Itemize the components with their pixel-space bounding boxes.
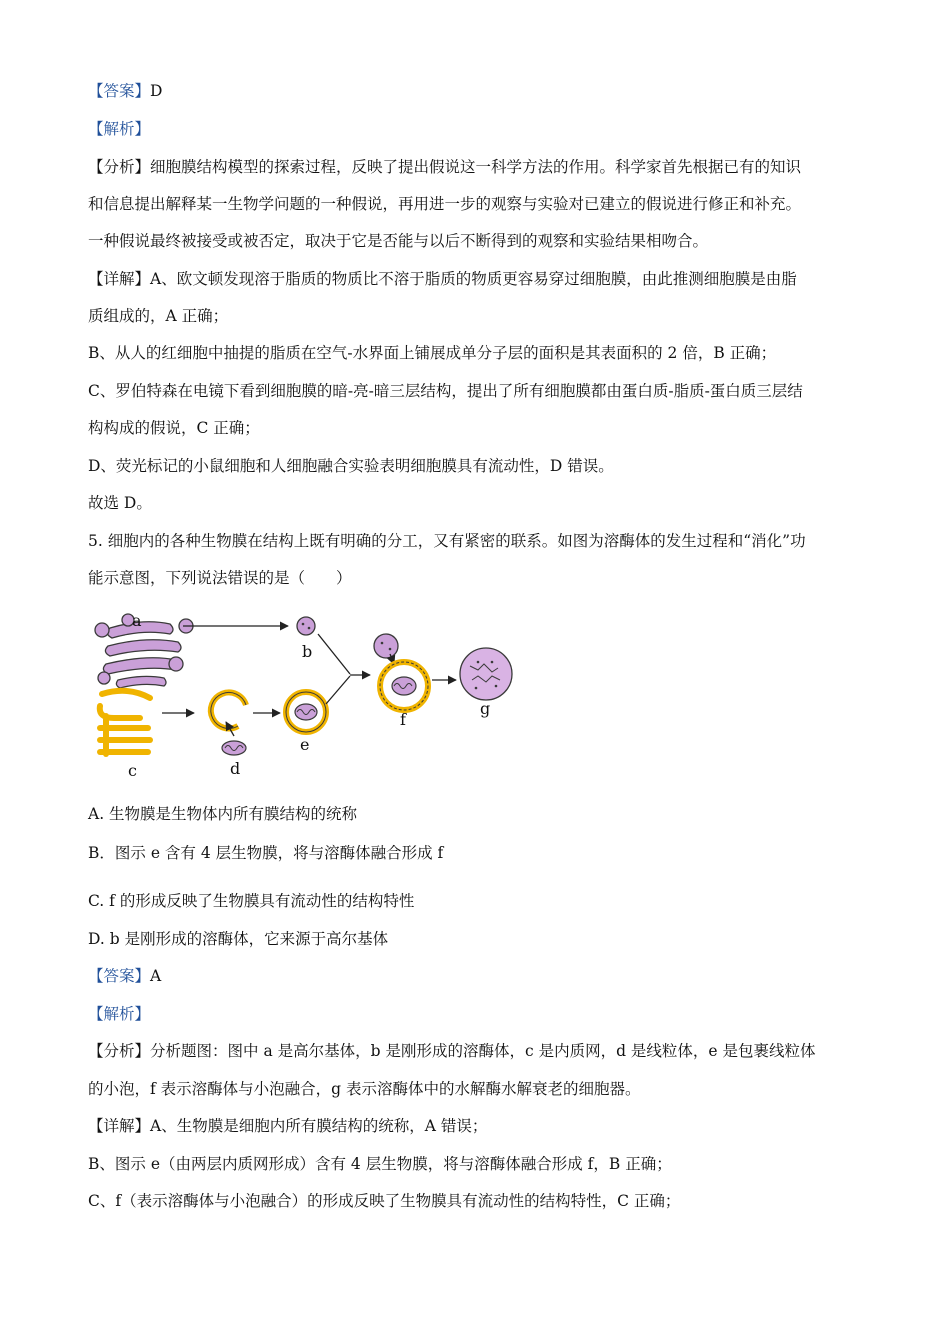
q5-option-b: B．图示 e 含有 4 层生物膜，将与溶酶体融合形成 f bbox=[88, 844, 444, 862]
answer-tag: 【答案】 bbox=[88, 82, 151, 100]
q4-detail-line-2: 质组成的，A 正确； bbox=[88, 307, 229, 325]
label-c: c bbox=[128, 761, 137, 780]
label-f: f bbox=[400, 710, 406, 729]
q5-option-d: D. b 是刚形成的溶酶体，它来源于高尔基体 bbox=[88, 930, 389, 948]
mitochondrion-d bbox=[211, 692, 246, 755]
fused-vesicle-f bbox=[374, 634, 428, 710]
q5-detail-line-3: C、f（表示溶酶体与小泡融合）的形成反映了生物膜具有流动性的结构特性，C 正确； bbox=[88, 1192, 681, 1210]
label-g: g bbox=[480, 699, 491, 718]
q4-detail-line-3: B、从人的红细胞中抽提的脂质在空气-水界面上铺展成单分子层的面积是其表面积的 2 倍，B 正确； bbox=[88, 344, 777, 362]
lysosome-diagram bbox=[88, 600, 528, 785]
label-d: d bbox=[230, 759, 241, 778]
lysosome-b bbox=[297, 617, 315, 635]
q5-option-a: A. 生物膜是生物体内所有膜结构的统称 bbox=[88, 805, 358, 823]
q4-answer-line bbox=[88, 80, 162, 102]
q5-option-c: C. f 的形成反映了生物膜具有流动性的结构特性 bbox=[88, 892, 415, 910]
q4-fenxi-line-2: 和信息提出解释某一生物学问题的一种假说，再用进一步的观察与实验对已建立的假说进行修正和补充。 bbox=[88, 195, 802, 213]
q4-fenxi-line-1: 【分析】细胞膜结构模型的探索过程，反映了提出假说这一科学方法的作用。科学家首先根据已有的知识 bbox=[88, 158, 802, 176]
q4-detail-line-6: D、荧光标记的小鼠细胞和人细胞融合实验表明细胞膜具有流动性，D 错误。 bbox=[88, 457, 614, 475]
endoplasmic-reticulum-c bbox=[100, 691, 150, 754]
q4-detail-line-4: C、罗伯特森在电镜下看到细胞膜的暗-亮-暗三层结构，提出了所有细胞膜都由蛋白质-脂质-蛋白质三层结 bbox=[88, 382, 803, 400]
q5-stem-line-1: 5. 细胞内的各种生物膜在结构上既有明确的分工，又有紧密的联系。如图为溶酶体的发生过程和“消化”功 bbox=[88, 532, 806, 550]
vesicle-e bbox=[286, 692, 326, 732]
golgi-apparatus-a bbox=[95, 614, 193, 688]
q5-detail-line-2: B、图示 e（由两层内质网形成）含有 4 层生物膜，将与溶酶体融合形成 f，B 正确； bbox=[88, 1155, 672, 1173]
q4-detail-line-1: 【详解】A、欧文顿发现溶于脂质的物质比不溶于脂质的物质更容易穿过细胞膜，由此推测细胞膜是由脂 bbox=[88, 270, 797, 288]
q5-stem-line-2: 能示意图，下列说法错误的是（ ） bbox=[88, 569, 352, 587]
q4-answer: D bbox=[150, 82, 163, 100]
q5-detail-line-1: 【详解】A、生物膜是细胞内所有膜结构的统称，A 错误； bbox=[88, 1117, 488, 1135]
label-e: e bbox=[300, 735, 310, 754]
q5-answer-line: 【答案】A bbox=[88, 967, 162, 985]
label-a: a bbox=[132, 611, 142, 630]
q5-fenxi-line-2: 的小泡，f 表示溶酶体与小泡融合，g 表示溶酶体中的水解酶水解衰老的细胞器。 bbox=[88, 1080, 641, 1098]
q4-fenxi-line-3: 一种假说最终被接受或被否定，取决于它是否能与以后不断得到的观察和实验结果相吻合。 bbox=[88, 232, 709, 250]
q4-conclusion: 故选 D。 bbox=[88, 494, 152, 512]
q4-analysis-tag: 【解析】 bbox=[88, 120, 151, 138]
q5-fenxi-line-1: 【分析】分析题图：图中 a 是高尔基体，b 是刚形成的溶酶体，c 是内质网，d 是线粒体，e 是包裹线粒体 bbox=[88, 1042, 816, 1060]
digesting-lysosome-g bbox=[460, 648, 512, 700]
label-b: b bbox=[302, 642, 313, 661]
q5-answer: A bbox=[150, 967, 162, 985]
q4-detail-line-5: 构构成的假说，C 正确； bbox=[88, 419, 260, 437]
q5-analysis-tag: 【解析】 bbox=[88, 1005, 151, 1023]
